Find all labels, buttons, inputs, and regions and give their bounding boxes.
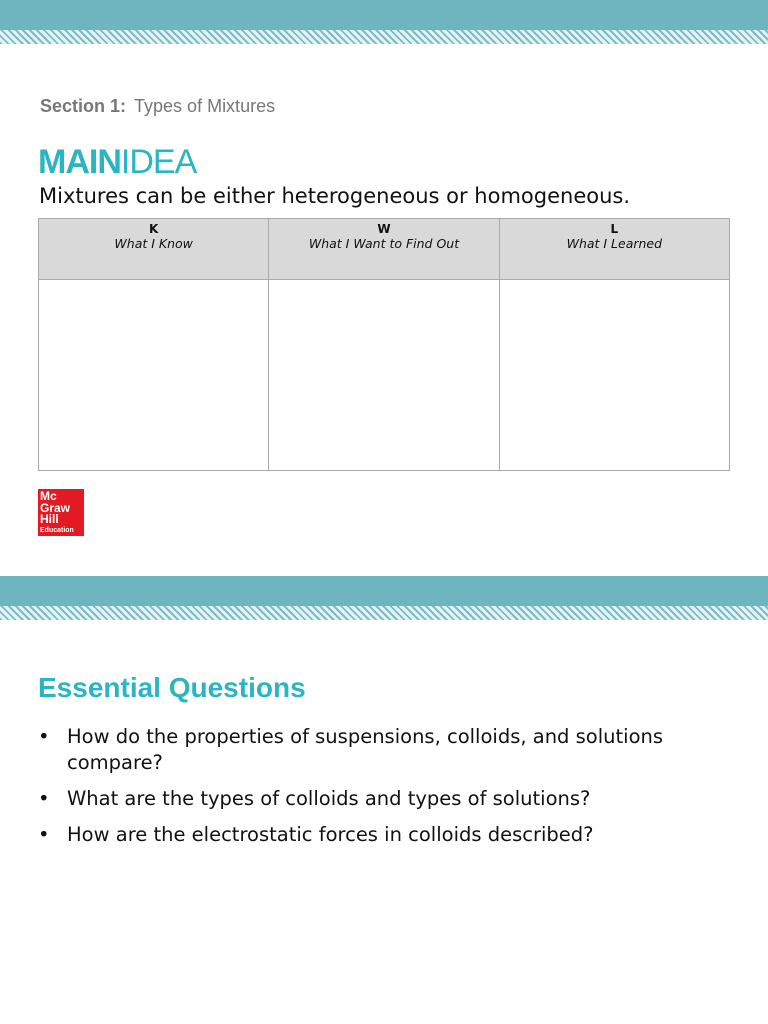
main-idea-logo-idea: IDEA — [120, 143, 197, 181]
kwl-header-l — [499, 219, 729, 280]
kwl-header-k — [39, 219, 269, 280]
kwl-letter-w: W — [377, 222, 391, 236]
header-band — [0, 0, 768, 44]
main-idea-logo — [38, 140, 196, 184]
kwl-label-k: What I Know — [114, 236, 193, 251]
section-label — [40, 96, 275, 117]
question-text: How are the electrostatic forces in colloids described? — [67, 823, 594, 846]
kwl-letter-k: K — [149, 222, 159, 236]
kwl-cell-l[interactable] — [499, 280, 729, 471]
bullet-icon: • — [38, 823, 50, 846]
header-band-2 — [0, 576, 768, 620]
question-text: What are the types of colloids and types of solutions? — [67, 787, 591, 810]
mcgraw-hill-logo — [38, 489, 84, 536]
question-item — [38, 786, 738, 812]
kwl-cell-w[interactable] — [269, 280, 499, 471]
kwl-label-l: What I Learned — [566, 236, 663, 251]
main-idea-logo-main: MAIN — [38, 143, 121, 181]
essential-questions-title: Essential Questions — [38, 672, 306, 703]
kwl-chart — [38, 218, 730, 471]
logo-line-mc: Mc — [40, 489, 57, 503]
question-text: How do the properties of suspensions, colloids, and solutions compare? — [67, 725, 664, 774]
kwl-letter-l: L — [610, 222, 619, 236]
header-band-2-hatch — [0, 606, 768, 620]
section-number: Section 1: — [40, 96, 127, 116]
logo-line-education: Education — [40, 526, 74, 534]
section-title: Types of Mixtures — [134, 96, 276, 116]
logo-line-hill: Hill — [40, 512, 59, 526]
slide-essential-questions — [0, 576, 768, 1024]
header-band-solid — [0, 0, 768, 30]
kwl-label-w: What I Want to Find Out — [308, 236, 460, 251]
logo-line-graw: Graw — [40, 500, 71, 515]
kwl-header-w — [269, 219, 499, 280]
header-band-2-solid — [0, 576, 768, 606]
header-band-hatch — [0, 30, 768, 44]
kwl-header-row — [39, 219, 730, 280]
kwl-body-row — [39, 280, 730, 471]
question-item — [38, 724, 738, 776]
bullet-icon: • — [38, 787, 50, 810]
bullet-icon: • — [38, 725, 50, 748]
kwl-cell-k[interactable] — [39, 280, 269, 471]
essential-questions-list — [38, 724, 738, 858]
question-item — [38, 822, 738, 848]
main-idea-statement: Mixtures can be either heterogeneous or homogeneous. — [39, 184, 631, 208]
